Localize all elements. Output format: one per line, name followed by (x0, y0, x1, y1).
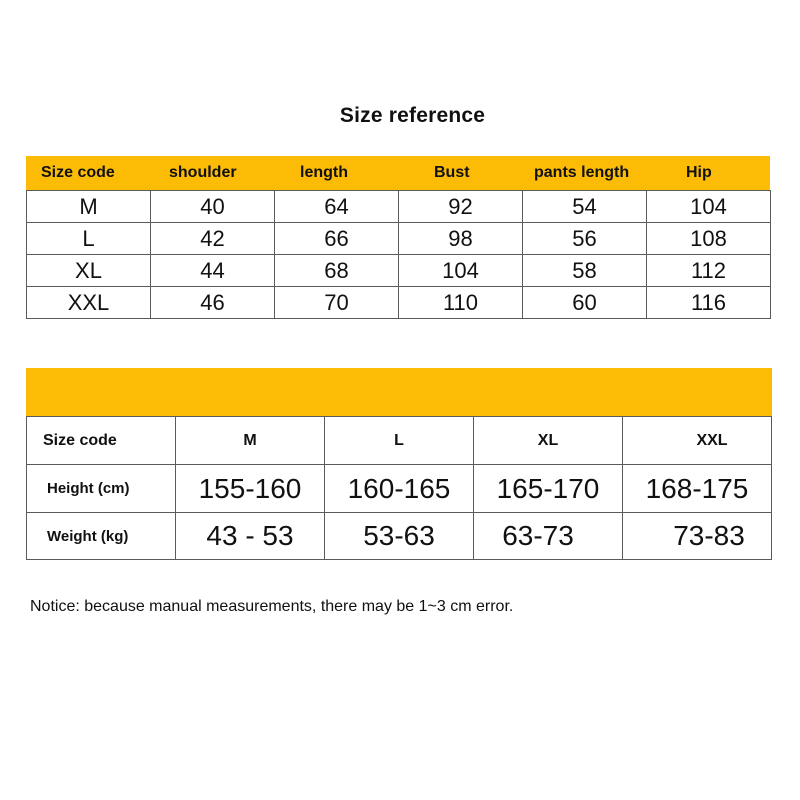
shoulder-cell: 40 (151, 191, 275, 223)
pants-length-cell: 56 (523, 223, 647, 255)
header-size-code: Size code (41, 164, 115, 181)
fit-table (26, 416, 772, 560)
size-table-header (26, 156, 770, 190)
size-cell: XXL (27, 287, 151, 319)
height-cell: 155-160 (176, 465, 325, 513)
length-cell: 64 (275, 191, 399, 223)
hip-cell: 104 (647, 191, 771, 223)
height-cell: 168-175 (623, 465, 772, 513)
hip-cell: 108 (647, 223, 771, 255)
hip-cell: 112 (647, 255, 771, 287)
shoulder-cell: 44 (151, 255, 275, 287)
header-pants-length: pants length (534, 164, 630, 181)
table-row (27, 465, 772, 513)
page-title: Size reference (339, 104, 486, 127)
weight-cell: 73-83 (623, 513, 772, 560)
size-table (26, 190, 771, 319)
fit-header-size-xxl: XXL (623, 417, 772, 465)
fit-header-size-xl: XL (474, 417, 623, 465)
table-row (27, 513, 772, 560)
table-row (27, 191, 771, 223)
height-cell: 160-165 (325, 465, 474, 513)
header-hip: Hip (686, 164, 712, 181)
table-row (27, 255, 771, 287)
pants-length-cell: 54 (523, 191, 647, 223)
fit-header-size-l: L (325, 417, 474, 465)
height-label: Height (cm) (27, 465, 176, 513)
shoulder-cell: 46 (151, 287, 275, 319)
size-cell: M (27, 191, 151, 223)
bust-cell: 98 (399, 223, 523, 255)
weight-label: Weight (kg) (27, 513, 176, 560)
bust-cell: 110 (399, 287, 523, 319)
shoulder-cell: 42 (151, 223, 275, 255)
header-length: length (300, 164, 348, 181)
hip-cell: 116 (647, 287, 771, 319)
fit-table-banner (26, 368, 772, 416)
fit-header-size-code: Size code (27, 417, 176, 465)
header-shoulder: shoulder (169, 164, 237, 181)
pants-length-cell: 60 (523, 287, 647, 319)
length-cell: 66 (275, 223, 399, 255)
table-row (27, 417, 772, 465)
height-cell: 165-170 (474, 465, 623, 513)
fit-header-size-m: M (176, 417, 325, 465)
header-bust: Bust (434, 164, 470, 181)
pants-length-cell: 58 (523, 255, 647, 287)
table-row (27, 287, 771, 319)
bust-cell: 104 (399, 255, 523, 287)
size-cell: XL (27, 255, 151, 287)
weight-cell: 43 - 53 (176, 513, 325, 560)
measurement-notice: Notice: because manual measurements, there may be 1~3 cm error. (30, 598, 514, 615)
length-cell: 68 (275, 255, 399, 287)
weight-cell: 53-63 (325, 513, 474, 560)
weight-cell: 63-73 (474, 513, 623, 560)
length-cell: 70 (275, 287, 399, 319)
bust-cell: 92 (399, 191, 523, 223)
table-row (27, 223, 771, 255)
size-cell: L (27, 223, 151, 255)
